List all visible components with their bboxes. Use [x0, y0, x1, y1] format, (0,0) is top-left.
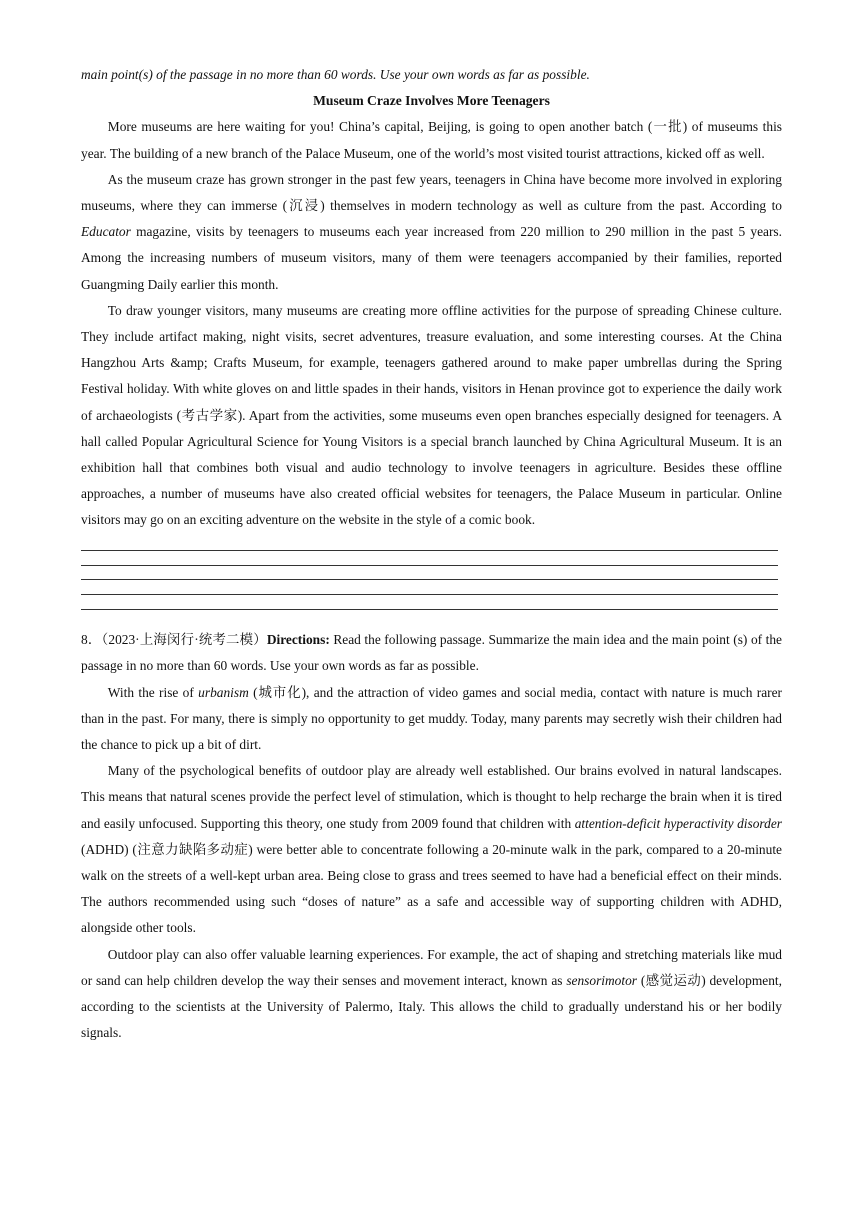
passage1-paragraph-3: To draw younger visitors, many museums are creating more offline activities for the purpose of spreading Chinese culture. They include artifact making, night visits, secret adventures, treasure evaluation, and some interesting courses. At the China Hangzhou Arts &amp; Crafts Museum, for example, teenagers gathered around to make paper umbrellas during the Spring Festival holiday. With white gloves on and little spades in their hands, visitors in Henan province got to experience the daily work of archaeologists (考古学家). Apart from the activities, some museums even open branches especially designed for teenagers. A hall called Popular Agricultural Science for Young Visitors is a special branch launched by China Agricultural Museum. It is an exhibition hall that combines both visual and audio technology to involve teenagers in agriculture. Besides these offline approaches, a number of museums have also created official websites for teenagers, the Palace Museum in particular. Online visitors may go on an exciting adventure on the website in the style of a comic book.	[81, 302, 782, 528]
passage1-paragraph-2: As the museum craze has grown stronger in the past few years, teenagers in China have become more involved in exploring museums, where they can immerse (沉浸) themselves in modern technology as well as culture from the past. According to Educator magazine, visits by teenagers to museums each year increased from 220 million to 290 million in the past 5 years. Among the increasing numbers of museum visitors, many of them were teenagers accompanied by their families, reported Guangming Daily earlier this month.	[81, 171, 782, 292]
question-source: （2023·上海闵行·统考二模）	[101, 632, 267, 648]
question-8-directions: 8．（2023·上海闵行·统考二模）Directions: Read the following passage. Summarize the main idea and the main point (s) of the passage in no more than 60 words. Use your own words as far as possible.	[81, 632, 783, 674]
answer-line[interactable]	[81, 594, 778, 596]
passage1-paragraph-1: More museums are here waiting for you! China’s capital, Beijing, is going to open another batch (一批) of museums this year. The building of a new branch of the Palace Museum, one of the world’s most visited tourist attractions, kicked off as well.	[81, 119, 782, 161]
answer-lines[interactable]	[81, 534, 782, 626]
question-number: 8．	[81, 632, 102, 648]
answer-line[interactable]	[81, 579, 778, 581]
answer-line[interactable]	[81, 550, 778, 552]
passage2-paragraph-1: With the rise of urbanism (城市化), and the attraction of video games and social media, contact with nature is much rarer than in the past. For many, there is simply no opportunity to get muddy. Today, many parents may secretly wish their children had the chance to pick up a bit of dirt.	[81, 684, 782, 753]
page-content	[81, 62, 782, 1046]
directions-continuation: main point(s) of the passage in no more than 60 words. Use your own words as far as possible.	[81, 67, 590, 82]
passage-title: Museum Craze Involves More Teenagers	[313, 93, 550, 109]
answer-line[interactable]	[81, 565, 778, 567]
directions-label: Directions:	[266, 632, 330, 648]
answer-line[interactable]	[81, 609, 778, 611]
passage2-paragraph-3: Outdoor play can also offer valuable learning experiences. For example, the act of shaping and stretching materials like mud or sand can help children develop the way their senses and movement interact, known as sensorimotor (感觉运动) development, according to the scientists at the University of Palermo, Italy. This allows the child to gradually understand his or her bodily signals.	[81, 946, 783, 1041]
passage2-paragraph-2: Many of the psychological benefits of outdoor play are already well established. Our brains evolved in natural landscapes. This means that natural scenes provide the perfect level of stimulation, which is thought to help recharge the brain when it is tired and easily unfocused. Supporting this theory, one study from 2009 found that children with attention-deficit hyperactivity disorder (ADHD) (注意力缺陷多动症) were better able to concentrate following a 20-minute walk in the park, compared to a 20-minute walk on the streets of a well-kept urban area. Being close to grass and trees seemed to have had a beneficial effect on their minds. The authors recommended using such “doses of nature” as a safe and accessible way of supporting children with ADHD, alongside other tools.	[81, 763, 782, 936]
